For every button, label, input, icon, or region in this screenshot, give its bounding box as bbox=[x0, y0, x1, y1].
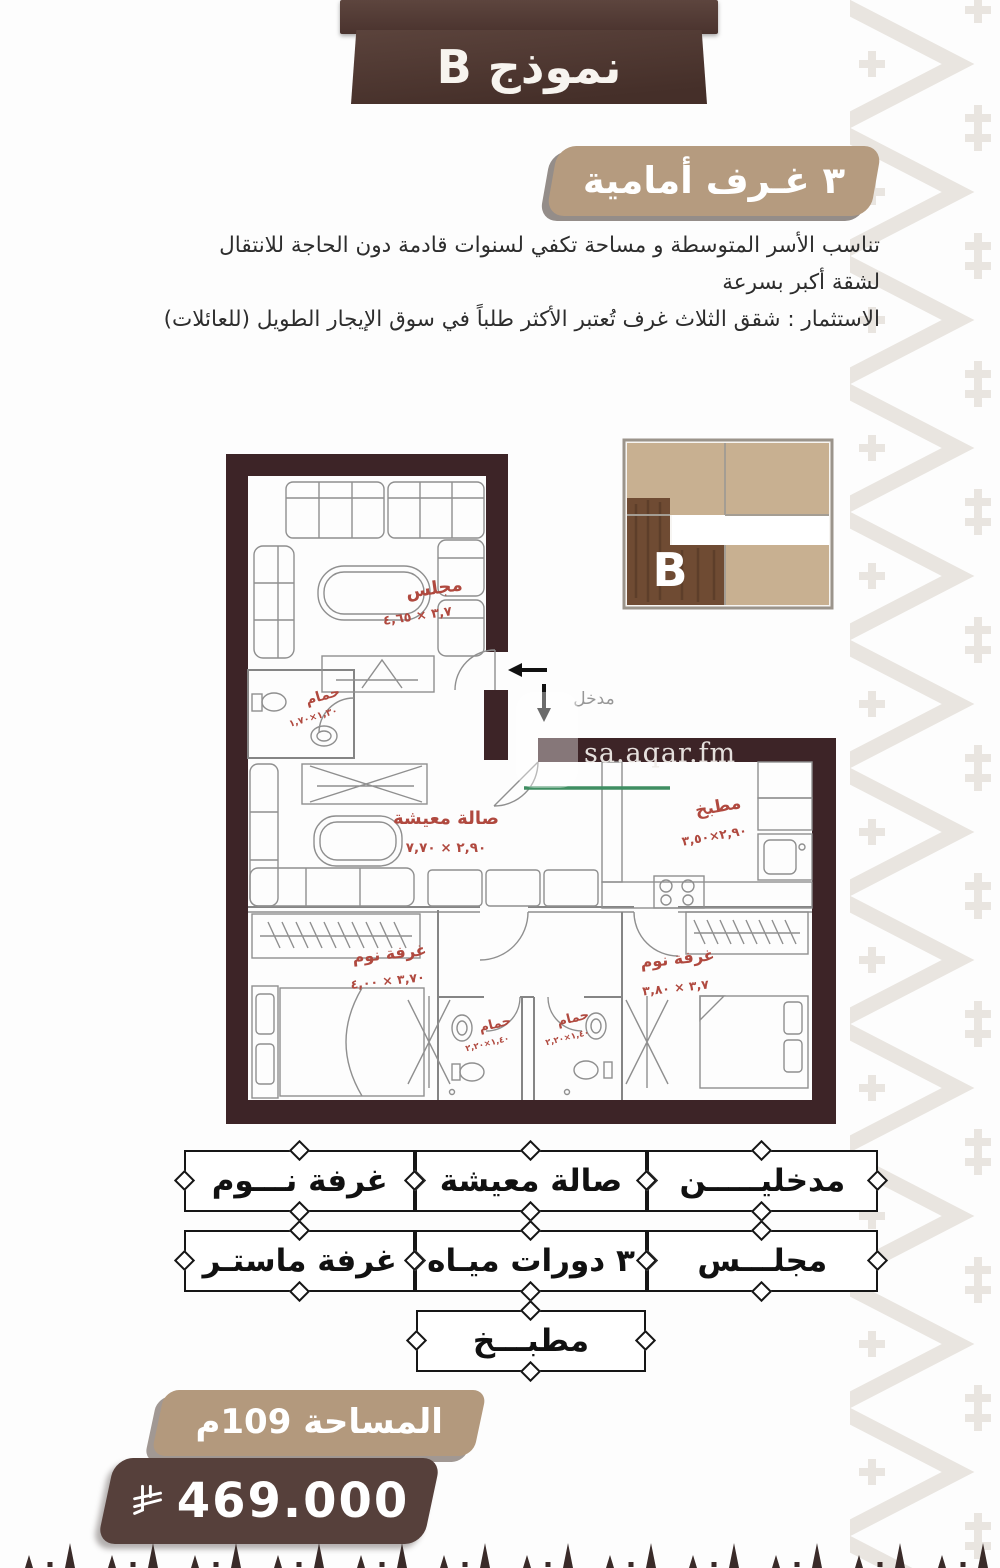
entrance-label: مدخل bbox=[573, 689, 615, 709]
room-dims-bedroom-right: ٣,٧ × ٣,٨٠ bbox=[641, 976, 710, 999]
feature-entrances: مدخليـــــن bbox=[647, 1150, 878, 1212]
price-banner bbox=[97, 1458, 441, 1544]
description-block bbox=[90, 228, 880, 339]
price-content bbox=[106, 1458, 432, 1544]
plaque-top-rail bbox=[340, 0, 718, 34]
box-notch-ornament bbox=[289, 1281, 310, 1302]
room-label-bath-1: حمام bbox=[303, 683, 342, 709]
feature-row-3 bbox=[184, 1310, 878, 1372]
rooms-count-banner bbox=[546, 146, 882, 216]
room-label-kitchen: مطبخ bbox=[693, 793, 743, 821]
feature-bathrooms: ٣ دورات ميـاه bbox=[415, 1230, 646, 1292]
room-dims-bath-2: ١,٤٠×٢,٢٠ bbox=[464, 1033, 511, 1055]
feature-row-1 bbox=[184, 1150, 878, 1212]
box-notch-ornament bbox=[289, 1140, 310, 1161]
feature-majlis: مجلـــس bbox=[647, 1230, 878, 1292]
room-label-bedroom-right: غرفة نوم bbox=[639, 945, 716, 972]
room-label-majlis: مجلس bbox=[404, 574, 464, 603]
price-value: 469.000 bbox=[176, 1473, 410, 1529]
room-dims-living: ٢,٩٠ × ٧,٧٠ bbox=[405, 840, 487, 856]
feature-row-2 bbox=[184, 1230, 878, 1292]
description-line-3: الاستثمار : شقق الثلاث غرف تُعتبر الأكثر طلباً في سوق الإيجار الطويل (للعائلات) bbox=[163, 306, 880, 332]
building-key-plan bbox=[622, 438, 834, 610]
model-plaque bbox=[340, 0, 718, 112]
box-notch-ornament bbox=[520, 1140, 541, 1161]
watermark-text: sa.aqar.fm bbox=[584, 738, 737, 769]
box-notch-ornament bbox=[289, 1220, 310, 1241]
box-notch-ornament bbox=[520, 1361, 541, 1382]
box-notch-ornament bbox=[751, 1220, 772, 1241]
bottom-spire-border bbox=[0, 1538, 1000, 1568]
room-label-living: صالة معيشة bbox=[393, 808, 499, 829]
unit-letter: B bbox=[652, 543, 688, 597]
description-line-2: لشقة أكبر بسرعة bbox=[722, 269, 880, 295]
room-dims-kitchen: ٢,٩٠×٣,٥٠ bbox=[680, 822, 748, 849]
feature-kitchen: مطبـــخ bbox=[416, 1310, 646, 1372]
box-notch-ornament bbox=[174, 1170, 195, 1191]
box-notch-ornament bbox=[406, 1330, 427, 1351]
box-notch-ornament bbox=[635, 1330, 656, 1351]
box-notch-ornament bbox=[751, 1201, 772, 1222]
area-banner bbox=[151, 1390, 487, 1456]
room-dims-bath-1: ١,٣٠×١,٧٠ bbox=[287, 705, 339, 730]
box-notch-ornament bbox=[751, 1281, 772, 1302]
feature-living-room: صالة معيشة bbox=[415, 1150, 646, 1212]
saudi-riyal-icon bbox=[129, 1483, 165, 1519]
feature-bedroom: غرفة نـــوم bbox=[184, 1150, 415, 1212]
box-notch-ornament bbox=[520, 1220, 541, 1241]
room-dims-majlis: ٣,٧ × ٤,٦٥ bbox=[382, 604, 453, 629]
area-label: المساحة 109م bbox=[195, 1402, 443, 1442]
room-dims-bath-3: ١,٤٠×٢,٢٠ bbox=[544, 1027, 591, 1049]
room-label-bedroom-left: غرفة نوم bbox=[351, 940, 428, 967]
box-notch-ornament bbox=[520, 1300, 541, 1321]
room-label-bath-3: حمام bbox=[555, 1007, 591, 1030]
box-notch-ornament bbox=[174, 1250, 195, 1271]
description-line-1: تناسب الأسر المتوسطة و مساحة تكفي لسنوات قادمة دون الحاجة للانتقال bbox=[219, 233, 880, 258]
room-labels bbox=[288, 574, 748, 1054]
room-dims-bedroom-left: ٣,٧٠ × ٤,٠٠ bbox=[349, 969, 426, 992]
box-notch-ornament bbox=[751, 1140, 772, 1161]
rooms-count-label: ٣ غـرف أمامية bbox=[582, 159, 846, 202]
feature-list bbox=[184, 1150, 878, 1372]
watermark-glyph bbox=[516, 692, 578, 788]
room-label-bath-2: حمام bbox=[477, 1013, 513, 1036]
feature-master-room: غرفة ماستـر bbox=[184, 1230, 415, 1292]
model-title: نموذج B bbox=[436, 40, 622, 94]
